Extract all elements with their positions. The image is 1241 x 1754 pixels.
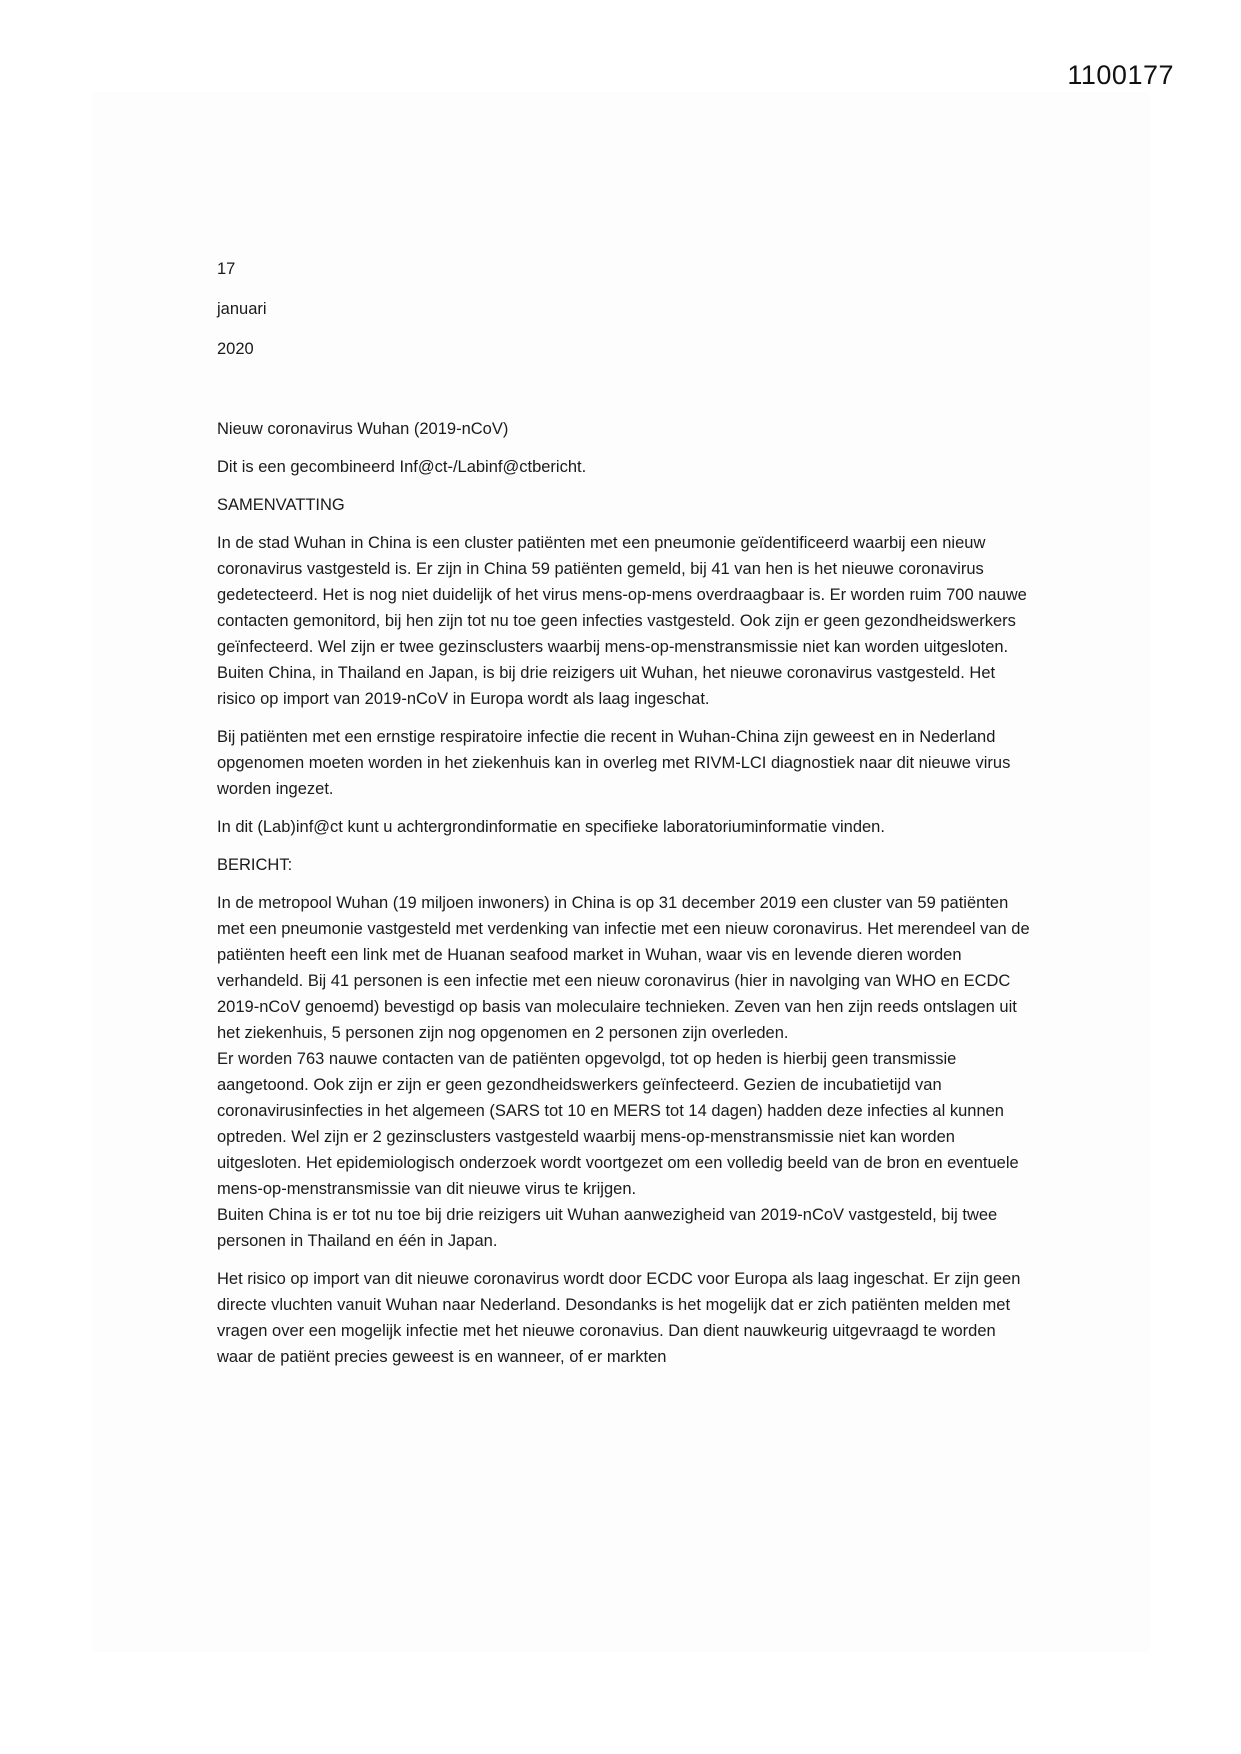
message-paragraph: Er worden 763 nauwe contacten van de patiënten opgevolgd, tot op heden is hierbij geen transmissie aangetoond. Ook zijn er zijn er geen gezondheidswerkers geïnfecteerd. Gezien de incubatietijd van coronavirusinfecties in het algemeen (SARS tot 10 en MERS tot 14 dagen) hadden deze infecties al kunnen optreden. Wel zijn er 2 gezinsclusters vastgesteld waarbij mens-op-menstransmissie niet kan worden uitgesloten. Het epidemiologisch onderzoek wordt voortgezet om een volledig beeld van de bron en eventuele mens-op-menstransmissie van dit nieuwe virus te krijgen. bbox=[217, 1050, 1019, 1198]
document-number: 1100177 bbox=[1067, 60, 1174, 90]
document-body bbox=[217, 256, 1032, 1382]
date-year: 2020 bbox=[217, 340, 254, 358]
summary-paragraph: In de stad Wuhan in China is een cluster patiënten met een pneumonie geïdentificeerd waarbij een nieuw coronavirus vastgesteld is. Er zijn in China 59 patiënten gemeld, bij 41 van hen is het nieuwe coronavirus gedetecteerd. Het is nog niet duidelijk of het virus mens-op-mens overdraagbaar is. Er worden ruim 700 nauwe contacten gemonitord, bij hen zijn tot nu toe geen infecties vastgesteld. Ook zijn er geen gezondheidswerkers geïnfecteerd. Wel zijn er twee gezinsclusters waarbij mens-op-menstransmissie niet kan worden uitgesloten. Buiten China, in Thailand en Japan, is bij drie reizigers uit Wuhan, het nieuwe coronavirus vastgesteld. Het risico op import van 2019-nCoV in Europa wordt als laag ingeschat. bbox=[217, 534, 1027, 708]
message-heading: BERICHT: bbox=[217, 856, 293, 874]
date-day: 17 bbox=[217, 260, 236, 278]
summary-paragraph: Bij patiënten met een ernstige respiratoire infectie die recent in Wuhan-China zijn geweest en in Nederland opgenomen moeten worden in het ziekenhuis kan in overleg met RIVM-LCI diagnostiek naar dit nieuwe virus worden ingezet. bbox=[217, 728, 1011, 798]
summary-paragraph: In dit (Lab)inf@ct kunt u achtergrondinformatie en specifieke laboratoriuminformatie vinden. bbox=[217, 818, 885, 836]
message-paragraph: Buiten China is er tot nu toe bij drie reizigers uit Wuhan aanwezigheid van 2019-nCoV vastgesteld, bij twee personen in Thailand en één in Japan. bbox=[217, 1206, 998, 1250]
document-title: Nieuw coronavirus Wuhan (2019-nCoV) bbox=[217, 420, 509, 438]
message-paragraph: Het risico op import van dit nieuwe coronavirus wordt door ECDC voor Europa als laag ingeschat. Er zijn geen directe vluchten vanuit Wuhan naar Nederland. Desondanks is het mogelijk dat er zich patiënten melden met vragen over een mogelijk infectie met het nieuwe coronavius. Dan dient nauwkeurig uitgevraagd te worden waar de patiënt precies geweest is en wanneer, of er markten bbox=[217, 1270, 1021, 1366]
message-paragraph: In de metropool Wuhan (19 miljoen inwoners) in China is op 31 december 2019 een cluster van 59 patiënten met een pneumonie vastgesteld met verdenking van infectie met een nieuw coronavirus. Het merendeel van de patiënten heeft een link met de Huanan seafood market in Wuhan, waar vis en levende dieren worden verhandeld. Bij 41 personen is een infectie met een nieuw coronavirus (hier in navolging van WHO en ECDC 2019-nCoV genoemd) bevestigd op basis van moleculaire technieken. Zeven van hen zijn reeds ontslagen uit het ziekenhuis, 5 personen zijn nog opgenomen en 2 personen zijn overleden. bbox=[217, 894, 1030, 1042]
date-month: januari bbox=[217, 300, 267, 318]
summary-heading: SAMENVATTING bbox=[217, 496, 345, 514]
date-block bbox=[217, 256, 1032, 362]
intro-line: Dit is een gecombineerd Inf@ct-/Labinf@ctbericht. bbox=[217, 458, 587, 476]
